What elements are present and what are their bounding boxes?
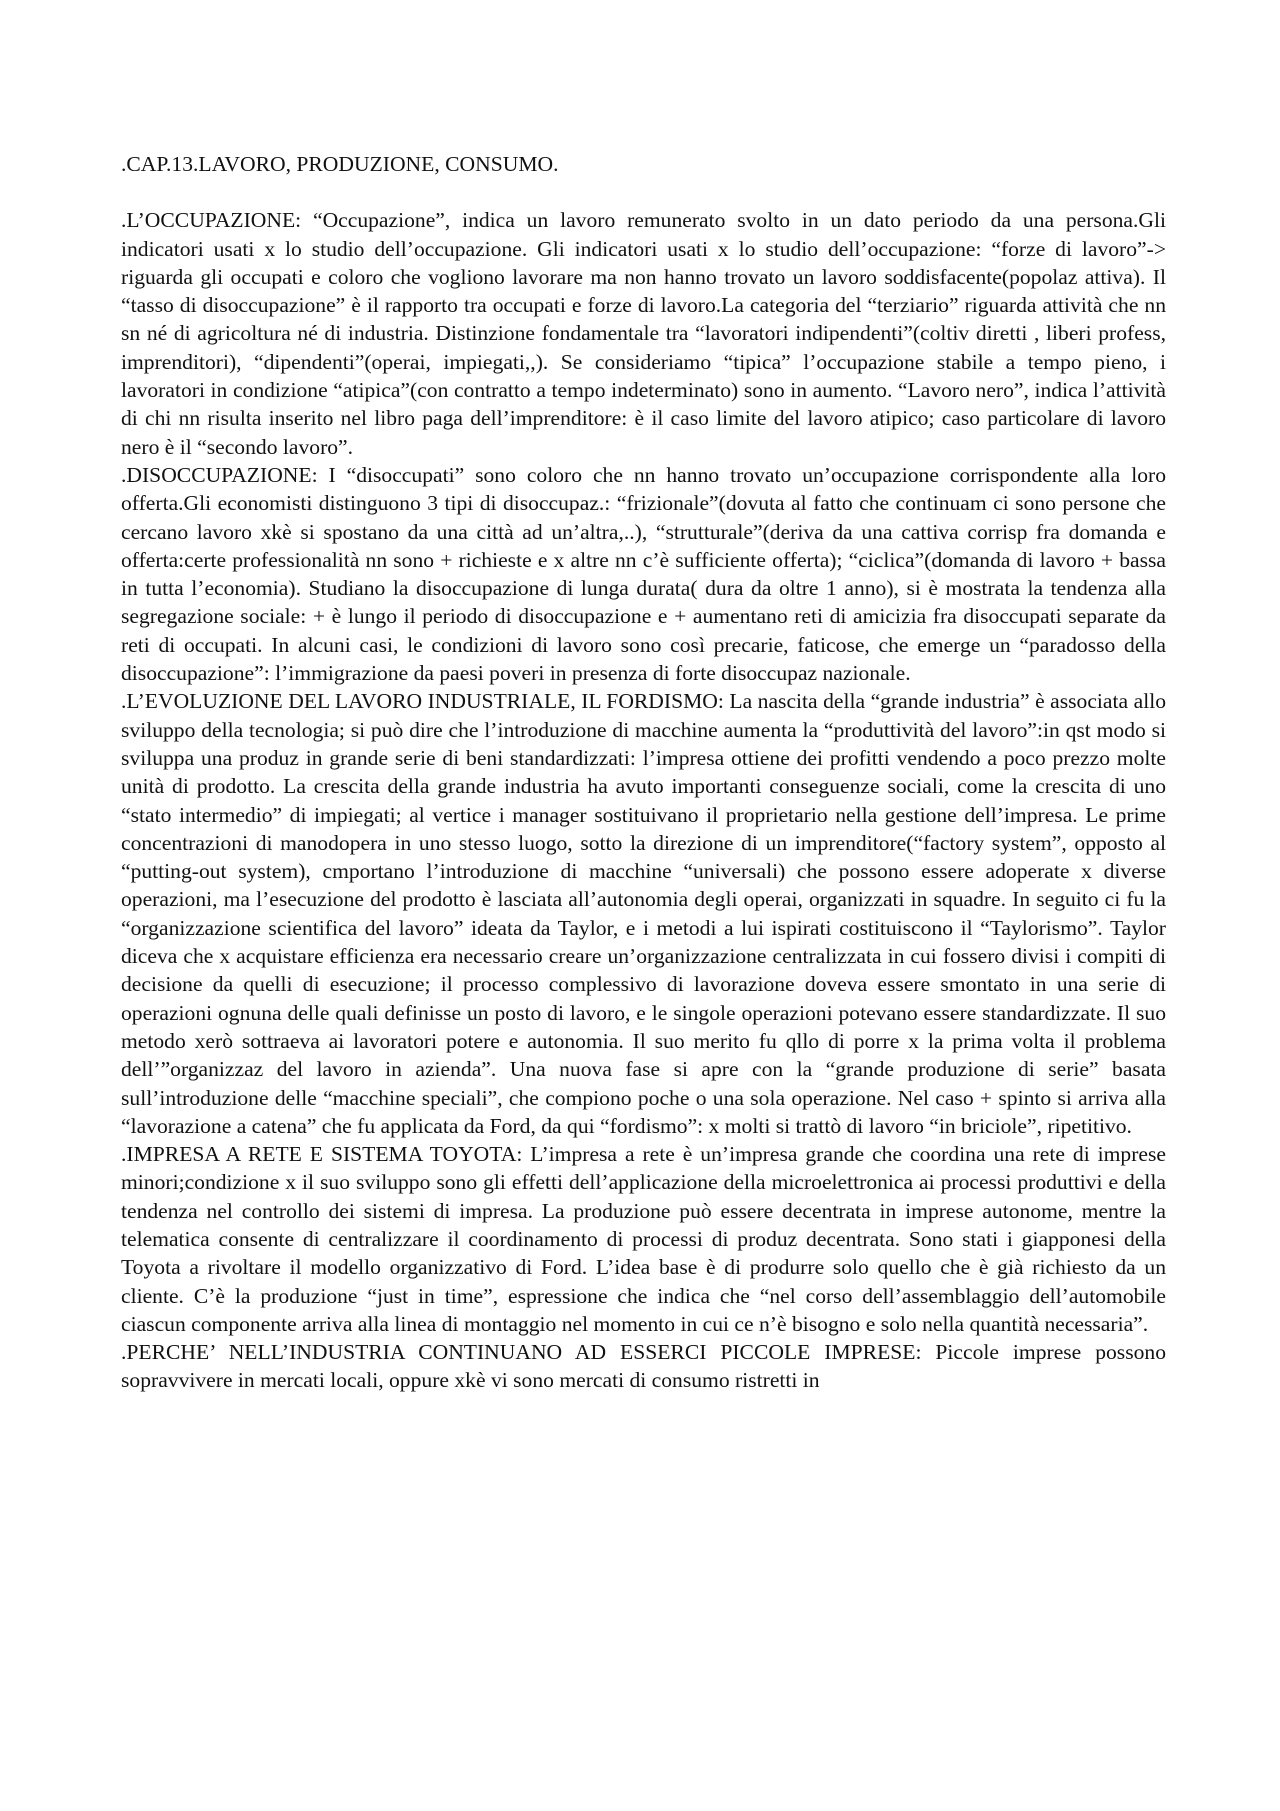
- paragraph-toyota: .IMPRESA A RETE E SISTEMA TOYOTA: L’impresa a rete è un’impresa grande che coordina una rete di imprese minori;condizione x il suo sviluppo sono gli effetti dell’applicazione della microelettronica ai processi produttivi e della tendenza nel controllo dei sistemi di impresa. La produzione può essere decentrata in imprese autonome, mentre la telematica consente di centralizzare il coordinamento di processi di produz decentrata. Sono stati i giapponesi della Toyota a rivoltare il modello organizzativo di Ford. L’idea base è di produrre solo quello che è già richiesto da un cliente. C’è la produzione “just in time”, espressione che indica che “nel corso dell’assemblaggio dell’automobile ciascun componente arriva alla linea di montaggio nel momento in cui ce n’è bisogno e solo nella quantità necessaria”.: [121, 1142, 1166, 1336]
- document-page: [121, 150, 1166, 1395]
- paragraph-piccole-imprese: .PERCHE’ NELL’INDUSTRIA CONTINUANO AD ESSERCI PICCOLE IMPRESE: Piccole imprese possono sopravvivere in mercati locali, oppure xkè vi sono mercati di consumo ristretti in: [121, 1340, 1166, 1393]
- paragraph-fordismo: .L’EVOLUZIONE DEL LAVORO INDUSTRIALE, IL FORDISMO: La nascita della “grande industria” è associata allo sviluppo della tecnologia; si può dire che l’introduzione di macchine aumenta la “produttività del lavoro”:in qst modo si sviluppa una produz in grande serie di beni standardizzati: l’impresa ottiene dei profitti vendendo a poco prezzo molte unità di prodotto. La crescita della grande industria ha avuto importanti conseguenze sociali, come la crescita di uno “stato intermedio” di impiegati; al vertice i manager sostituivano il proprietario nella gestione dell’impresa. Le prime concentrazioni di manodopera in uno stesso luogo, sotto la direzione di un imprenditore(“factory system”, opposto al “putting-out system), cmportano l’introduzione di macchine “universali) che possono essere adoperate x diverse operazioni, ma l’esecuzione del prodotto è lasciata all’autonomia degli operai, organizzati in squadre. In seguito ci fu la “organizzazione scientifica del lavoro” ideata da Taylor, e i metodi a lui ispirati costituiscono il “Taylorismo”. Taylor diceva che x acquistare efficienza era necessario creare un’organizzazione centralizzata in cui fossero divisi i compiti di decisione da quelli di esecuzione; il processo complessivo di lavorazione doveva essere smontato in una serie di operazioni ognuna delle quali definisse un posto di lavoro, e le singole operazioni potevano essere standardizzate. Il suo metodo xerò sottraeva ai lavoratori potere e autonomia. Il suo merito fu qllo di porre x la prima volta il problema dell’”organizzaz del lavoro in azienda”. Una nuova fase si apre con la “grande produzione di serie” basata sull’introduzione delle “macchine speciali”, che compiono poche o una sola operazione. Nel caso + spinto si arriva alla “lavorazione a catena” che fu applicata da Ford, da qui “fordismo”: x molti si trattò di lavoro “in briciole”, ripetitivo.: [121, 689, 1166, 1138]
- paragraph-occupazione: .L’OCCUPAZIONE: “Occupazione”, indica un lavoro remunerato svolto in un dato periodo da una persona.Gli indicatori usati x lo studio dell’occupazione. Gli indicatori usati x lo studio dell’occupazione: “forze di lavoro”-> riguarda gli occupati e coloro che vogliono lavorare ma non hanno trovato un lavoro soddisfacente(popolaz attiva). Il “tasso di disoccupazione” è il rapporto tra occupati e forze di lavoro.La categoria del “terziario” riguarda attività che nn sn né di agricoltura né di industria. Distinzione fondamentale tra “lavoratori indipendenti”(coltiv diretti , liberi profess, imprenditori), “dipendenti”(operai, impiegati,,). Se consideriamo “tipica” l’occupazione stabile a tempo pieno, i lavoratori in condizione “atipica”(con contratto a tempo indeterminato) sono in aumento. “Lavoro nero”, indica l’attività di chi nn risulta inserito nel libro paga dell’imprenditore: è il caso limite del lavoro atipico; caso particolare di lavoro nero è il “secondo lavoro”.: [121, 208, 1166, 459]
- chapter-title: .CAP.13.LAVORO, PRODUZIONE, CONSUMO.: [121, 152, 559, 176]
- paragraph-disoccupazione: .DISOCCUPAZIONE: I “disoccupati” sono coloro che nn hanno trovato un’occupazione corrispondente alla loro offerta.Gli economisti distinguono 3 tipi di disoccupaz.: “frizionale”(dovuta al fatto che continuam ci sono persone che cercano lavoro xkè si spostano da una città ad un’altra,..), “strutturale”(deriva da una cattiva corrisp fra domanda e offerta:certe professionalità nn sono + richieste e x altre nn c’è sufficiente offerta); “ciclica”(domanda di lavoro + bassa in tutta l’economia). Studiano la disoccupazione di lunga durata( dura da oltre 1 anno), si è mostrata la tendenza alla segregazione sociale: + è lungo il periodo di disoccupazione e + aumentano reti di amicizia fra disoccupati separate da reti di occupati. In alcuni casi, le condizioni di lavoro sono così precarie, faticose, che emerge un “paradosso della disoccupazione”: l’immigrazione da paesi poveri in presenza di forte disoccupaz nazionale.: [121, 462, 1166, 686]
